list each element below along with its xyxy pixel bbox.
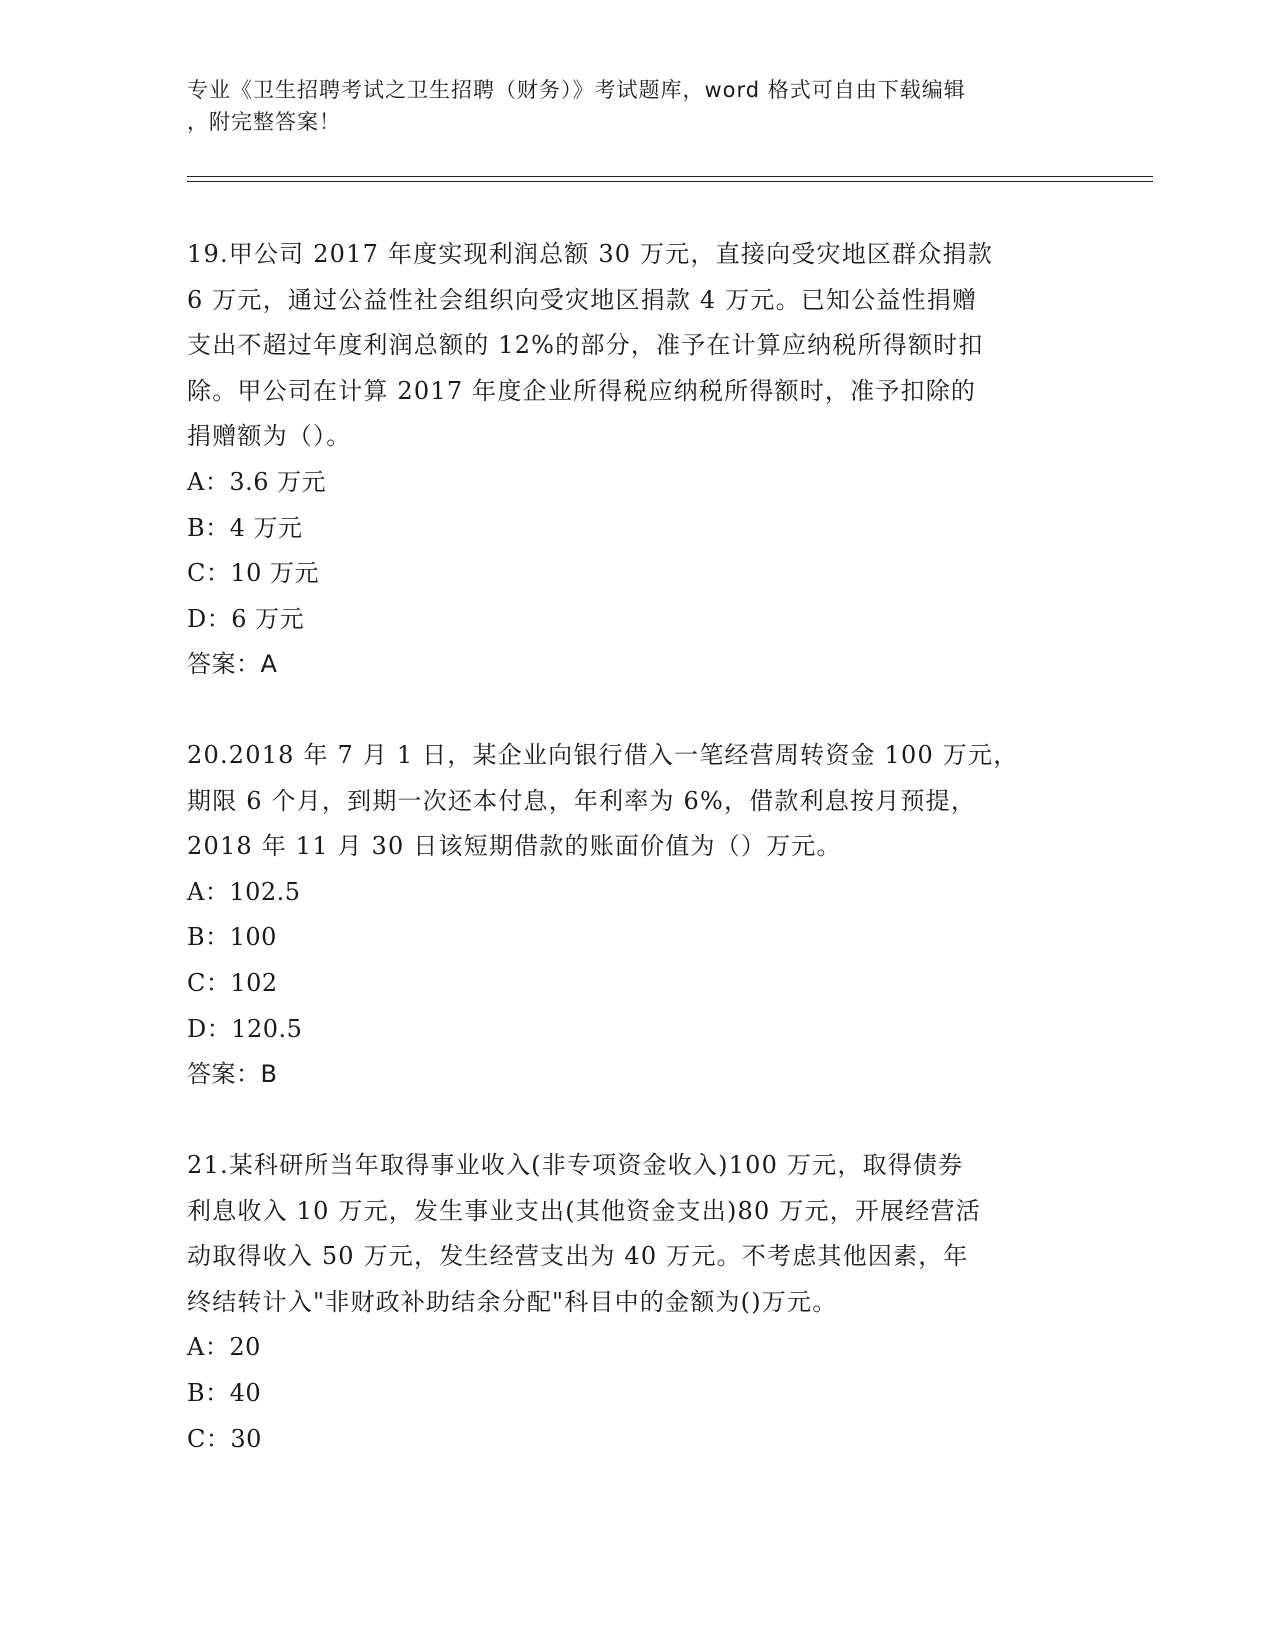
stem-line: 除。甲公司在计算 2017 年度企业所得税应纳税所得额时，准予扣除的 [187,376,977,405]
option-c: C：10 万元 [187,559,320,588]
document-header [187,74,1087,138]
header-line-1: 专业《卫生招聘考试之卫生招聘（财务）》考试题库，word 格式可自由下载编辑 [187,78,966,102]
answer-label: 答案：A [187,650,278,679]
question-stem [187,1143,1087,1325]
stem-line: 期限 6 个月，到期一次还本付息，年利率为 6%，借款利息按月预提， [187,786,977,815]
option-c: C：30 [187,1424,262,1453]
question-20 [187,733,1087,1098]
stem-line: 6 万元，通过公益性社会组织向受灾地区捐款 4 万元。已知公益性捐赠 [187,285,978,314]
header-divider-bottom [187,181,1153,182]
option-a: A：20 [187,1333,261,1362]
answer-label: 答案：B [187,1060,278,1089]
header-divider-top [187,176,1153,177]
stem-line: 支出不超过年度利润总额的 12%的部分，准予在计算应纳税所得额时扣 [187,331,984,360]
stem-line: 终结转计入"非财政补助结余分配"科目中的金额为()万元。 [187,1287,838,1316]
stem-line: 19.甲公司 2017 年度实现利润总额 30 万元，直接向受灾地区群众捐款 [187,240,993,268]
option-c: C：102 [187,968,278,997]
stem-line: 捐赠额为（）。 [187,422,352,451]
option-b: B：100 [187,923,277,952]
option-d: D：6 万元 [187,604,305,633]
stem-line: 21.某科研所当年取得事业收入(非专项资金收入)100 万元，取得债券 [187,1151,964,1179]
stem-line: 2018 年 11 月 30 日该短期借款的账面价值为（）万元。 [187,832,842,861]
option-b: B：4 万元 [187,513,303,542]
header-line-2: ，附完整答案！ [187,110,341,134]
stem-line: 20.2018 年 7 月 1 日，某企业向银行借入一笔经营周转资金 100 万元， [187,741,1019,769]
option-b: B：40 [187,1378,262,1407]
option-a: A：102.5 [187,877,301,906]
question-stem [187,733,1087,870]
stem-line: 动取得收入 50 万元，发生经营支出为 40 万元。不考虑其他因素，年 [187,1242,969,1271]
question-21 [187,1143,1087,1462]
option-a: A：3.6 万元 [187,467,327,496]
question-stem [187,232,1087,460]
option-d: D：120.5 [187,1014,303,1043]
question-19 [187,232,1087,688]
stem-line: 利息收入 10 万元，发生事业支出(其他资金支出)80 万元，开展经营活 [187,1196,981,1225]
